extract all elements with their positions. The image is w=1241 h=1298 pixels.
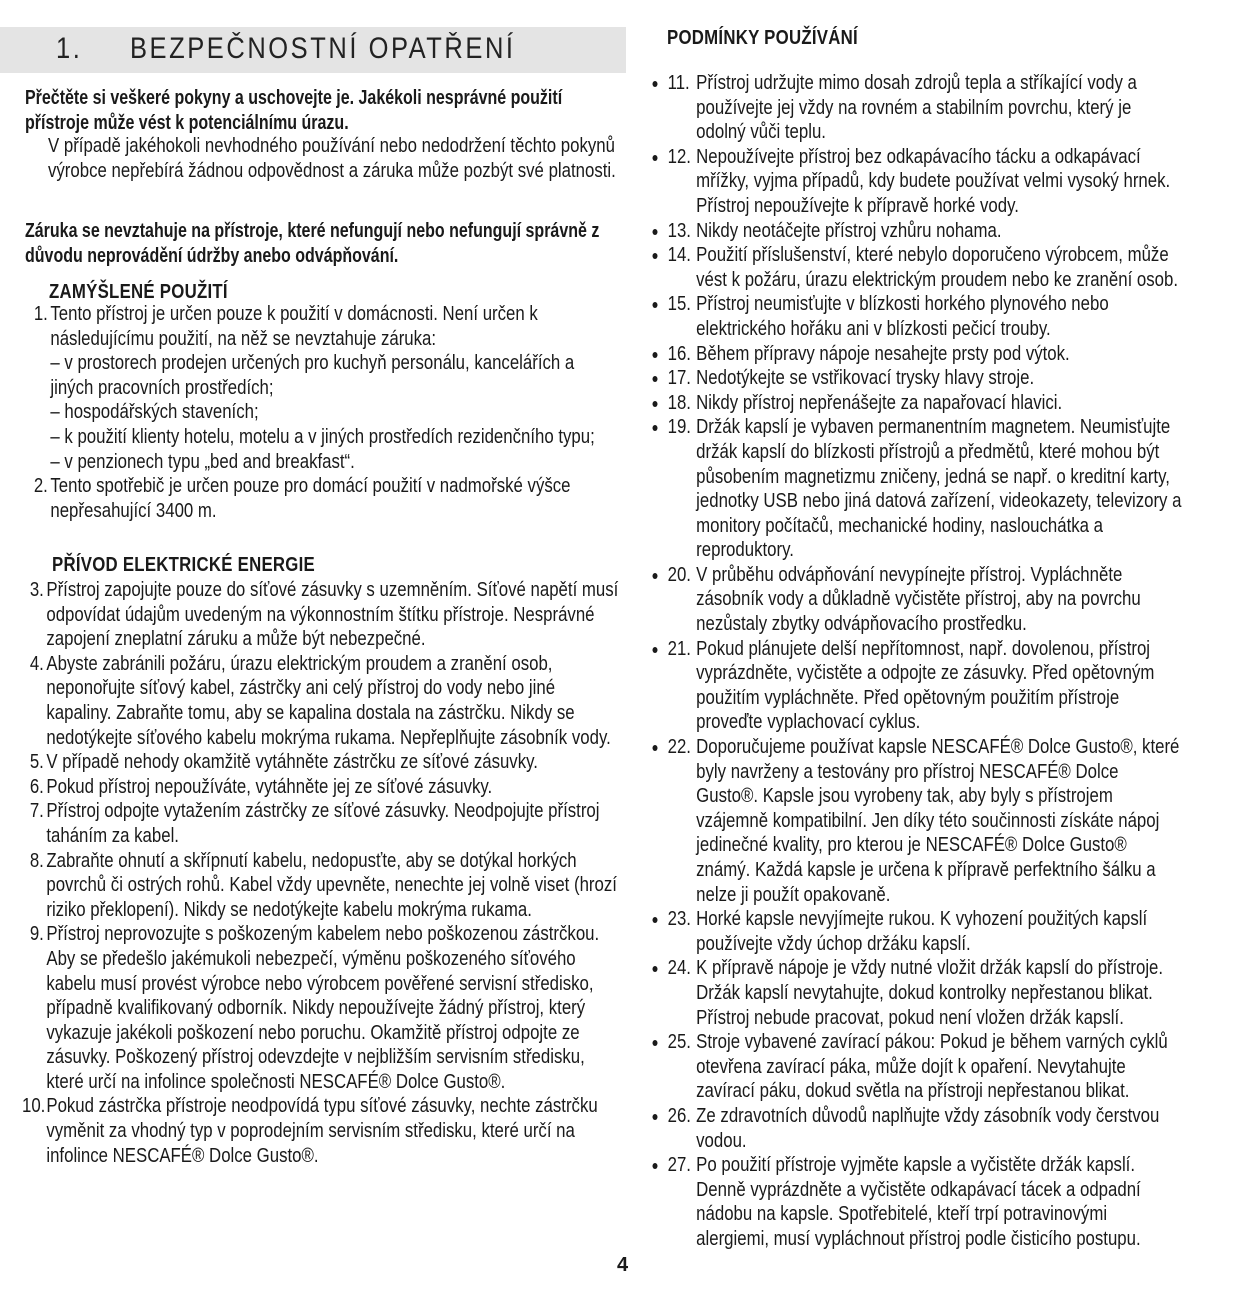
list-item-text: Nikdy neotáčejte přístroj vzhůru nohama. — [696, 219, 1002, 242]
intro-disclaimer: V případě jakéhokoli nevhodného používání nebo nedodržení těchto pokynů výrobce nepřebírá žádnou odpovědnost a záruka může pozbýt své platnosti. — [48, 135, 616, 182]
list-item — [22, 799, 620, 848]
list-item — [22, 775, 620, 800]
list-item-text: Přístroj odpojte vytažením zástrčky ze síťové zásuvky. Neodpojujte přístroj taháním za kabel. — [46, 800, 600, 847]
intended-use-heading: ZAMÝŠLENÉ POUŽITÍ — [49, 281, 228, 303]
list-item — [26, 302, 618, 474]
list-item — [668, 391, 1182, 416]
list-item — [668, 342, 1182, 367]
list-item-text: Přístroj neumisťujte v blízkosti horkého plynového nebo elektrického hořáku ani v blízkosti pečicí trouby. — [696, 293, 1109, 340]
list-item — [668, 563, 1182, 637]
list-item — [22, 1094, 620, 1168]
conditions-heading: PODMÍNKY POUŽÍVÁNÍ — [667, 27, 858, 49]
list-item — [668, 735, 1182, 907]
section-title: BEZPEČNOSTNÍ OPATŘENÍ — [130, 32, 516, 65]
list-item-text: Pokud plánujete delší nepřítomnost, např. dovolenou, přístroj vyprázdněte, vyčistěte a odpojte ze zásuvky. Před opětovným použitím vypláchněte. Před opětovným použitím přístroje proveďte vyplachovací cyklus. — [696, 637, 1155, 734]
intended-use-list — [26, 302, 618, 523]
list-item-line: – k použití klienty hotelu, motelu a v jiných prostředích rezidenčního typu; — [50, 425, 595, 448]
list-item-text: Pokud zástrčka přístroje neodpovídá typu síťové zásuvky, nechte zástrčku vyměnit za vhodný typ v poprodejním servisním středisku, které určí na infolince NESCAFÉ® Dolce Gusto®. — [46, 1095, 598, 1167]
list-item-text: Držák kapslí je vybaven permanentním magnetem. Neumisťujte držák kapslí do blízkosti přístrojů a předmětů, které mohou být působením magnetizmu zničeny, jedná se např. o kreditní karty, jednotky USB nebo jiná datová zařízení, videokazety, televizory a monitory počítačů, mechanické hodiny, naslouchátka a reproduktory. — [696, 416, 1182, 562]
list-item — [668, 71, 1182, 145]
list-item — [668, 292, 1182, 341]
list-item — [668, 243, 1182, 292]
list-item-number: • 20. — [667, 563, 691, 586]
list-item — [668, 366, 1182, 391]
list-item — [26, 474, 618, 523]
list-item-text: Nikdy přístroj nepřenášejte za napařovací hlavici. — [696, 391, 1063, 414]
list-item-text: V případě nehody okamžitě vytáhněte zástrčku ze síťové zásuvky. — [46, 751, 538, 774]
list-item-number: • 16. — [667, 342, 691, 365]
list-item-number: 9. — [29, 923, 44, 946]
list-item-text: Během přípravy nápoje nesahejte prsty pod výtok. — [696, 342, 1070, 365]
section-number: 1. — [56, 32, 83, 65]
list-item-number: • 19. — [667, 416, 691, 439]
list-item-text: Ze zdravotních důvodů naplňujte vždy zásobník vody čerstvou vodou. — [696, 1104, 1160, 1152]
list-item-text: V průběhu odvápňování nevypínejte přístroj. Vypláchněte zásobník vody a důkladně vyčistěte přístroj, aby na povrchu nezůstaly zbytky odvápňovacího prostředku. — [696, 563, 1141, 636]
list-item — [668, 637, 1182, 735]
list-item-line: – hospodářských staveních; — [50, 401, 259, 424]
list-item — [668, 219, 1182, 244]
list-item-text: Zabraňte ohnutí a skřípnutí kabelu, nedopusťte, aby se dotýkal horkých povrchů či ostrých rohů. Kabel vždy upevněte, nenechte jej volně viset (hrozí riziko překlopení). Nikdy se nedotýkejte kabelu mokrýma rukama. — [46, 849, 617, 921]
list-item-number: • 24. — [667, 957, 691, 980]
list-item-line: Tento spotřebič je určen pouze pro domácí použití v nadmořské výšce nepřesahující 3400 m. — [50, 475, 571, 522]
list-item — [22, 849, 620, 923]
list-item-line: – v penzionech typu „bed and breakfast“. — [50, 450, 355, 473]
list-item-number: 8. — [29, 849, 44, 872]
list-item-text: Použití příslušenství, které nebylo doporučeno výrobcem, může vést k požáru, úrazu elektrickým proudem nebo ke zranění osob. — [696, 244, 1179, 291]
list-item — [22, 652, 620, 750]
conditions-list — [634, 51, 1182, 1272]
list-item-number: • 12. — [667, 145, 691, 168]
list-item-text: Přístroj zapojujte pouze do síťové zásuvky s uzemněním. Síťové napětí musí odpovídat údajům uvedeným na výkonnostním štítku přístroje. Nesprávné zapojení zneplatní záruku a může být nebezpečné. — [46, 579, 619, 651]
list-item-number: 2. — [33, 475, 48, 498]
list-item-number: • 15. — [667, 293, 691, 316]
list-item-number: • 27. — [667, 1154, 691, 1177]
list-item — [22, 750, 620, 775]
list-item-number: • 14. — [667, 244, 691, 267]
list-item-text: Abyste zabránili požáru, úrazu elektrickým proudem a zranění osob, neponořujte síťový kabel, zástrčky ani celý přístroj do vody nebo jiné kapaliny. Zabraňte tomu, aby se kapalina dostala na zástrčku. Nikdy se nedotýkejte síťového kabelu mokrýma rukama. Nepřeplňujte zásobník vody. — [46, 652, 611, 749]
list-item-number: • 11. — [667, 72, 690, 94]
power-list — [22, 578, 620, 1168]
list-item — [668, 415, 1182, 563]
list-item-number: • 25. — [667, 1031, 691, 1054]
list-item-number: 5. — [29, 751, 44, 774]
list-item-line: – v prostorech prodejen určených pro kuchyň personálu, kancelářích a jiných pracovních prostředích; — [50, 352, 575, 399]
list-item-text: Nedotýkejte se vstřikovací trysky hlavy stroje. — [696, 367, 1035, 390]
list-item-number: • 17. — [667, 367, 691, 390]
list-item — [22, 922, 620, 1094]
list-item-number: • 22. — [667, 736, 691, 759]
list-item-number: • 18. — [667, 391, 691, 414]
list-item — [668, 956, 1182, 1030]
list-item-number: 3. — [29, 579, 44, 601]
list-item-number: • 26. — [667, 1104, 691, 1127]
list-item-text: Stroje vybavené zavírací pákou: Pokud je během varných cyklů otevřena zavírací páka, může dojít k opaření. Nevytahujte zavírací páku, dokud světla na přístroji nepřestanou blikat. — [696, 1031, 1168, 1103]
list-item-text: K přípravě nápoje je vždy nutné vložit držák kapslí do přístroje. Držák kapslí nevytahujte, dokud kontrolky nepřestanou blikat. Přístroj nebude pracovat, pokud není vložen držák kapslí. — [696, 957, 1164, 1029]
list-item-text: Horké kapsle nevyjímejte rukou. K vyhození použitých kapslí používejte vždy úchop držáku kapslí. — [696, 908, 1148, 955]
list-item-number: 7. — [29, 800, 44, 823]
list-item — [668, 1153, 1182, 1251]
list-item — [22, 578, 620, 652]
list-item — [668, 145, 1182, 219]
list-item-number: • 23. — [667, 908, 691, 931]
list-item-line: Tento přístroj je určen pouze k použití v domácnosti. Není určen k následujícímu použití, na něž se nevztahuje záruka: — [50, 303, 538, 350]
list-item-text: Pokud přístroj nepoužíváte, vytáhněte jej ze síťové zásuvky. — [46, 775, 493, 798]
list-item-text: Přístroj neprovozujte s poškozeným kabelem nebo poškozenou zástrčkou. Aby se předešlo jakémukoli nebezpečí, výměnu poškozeného síťového kabelu musí provést výrobce nebo výrobcem pověřené servisní středisko, případně kvalifikovaný odborník. Nikdy nepoužívejte žádný přístroj, který vykazuje jakékoli poškození nebo poruchu. Okamžitě přístroj odpojte ze zásuvky. Poškozený přístroj odevzdejte v nejbližším servisním středisku, které určí na infolince společnosti NESCAFÉ® Dolce Gusto®. — [46, 923, 600, 1093]
list-item-number: • 13. — [667, 219, 691, 242]
intro-warranty: Záruka se nevztahuje na přístroje, které nefungují nebo nefungují správně z důvodu neprovádění údržby anebo odvápňování. — [25, 220, 600, 267]
page-number: 4 — [617, 1254, 629, 1276]
list-item-text: Nepoužívejte přístroj bez odkapávacího tácku a odkapávací mřížky, vyjma případů, kdy budete používat velmi vysoký hrnek. Přístroj nepoužívejte k přípravě horké vody. — [696, 145, 1171, 217]
list-item-text: Doporučujeme používat kapsle NESCAFÉ® Dolce Gusto®, které byly navrženy a testovány pro přístroj NESCAFÉ® Dolce Gusto®. Kapsle jsou vyrobeny tak, aby byly s přístrojem vzájemně kompatibilní. Jen díky této součinnosti získáte nápoj jedinečné kvality, pro kterou je NESCAFÉ® Dolce Gusto® známý. Každá kapsle je určena k přípravě perfektního šálku a nelze ji použít opakovaně. — [696, 736, 1180, 906]
list-item — [668, 1104, 1182, 1153]
list-item-number: 1. — [33, 303, 48, 325]
list-item-text: Po použití přístroje vyjměte kapsle a vyčistěte držák kapslí. Denně vyprázdněte a vyčistěte odkapávací tácek a odpadní nádobu na kapsle. Spotřebitelé, kteří trpí potravinovými alergiemi, musí vypláchnout přístroj podle čisticího postupu. — [696, 1154, 1141, 1250]
intro-warning: Přečtěte si veškeré pokyny a uschovejte je. Jakékoli nesprávné použití přístroje může vést k potenciálnímu úrazu. — [25, 87, 563, 134]
list-item-number: 10. — [22, 1095, 46, 1118]
list-item — [668, 907, 1182, 956]
list-item-number: 4. — [29, 652, 44, 675]
list-item-number: 6. — [29, 775, 44, 798]
list-item — [668, 1030, 1182, 1104]
list-item-number: • 21. — [667, 637, 691, 660]
list-item-text: Přístroj udržujte mimo dosah zdrojů tepla a stříkající vody a používejte jej vždy na rovném a stabilním povrchu, který je odolný vůči teplu. — [696, 72, 1137, 144]
power-heading: PŘÍVOD ELEKTRICKÉ ENERGIE — [52, 554, 316, 576]
